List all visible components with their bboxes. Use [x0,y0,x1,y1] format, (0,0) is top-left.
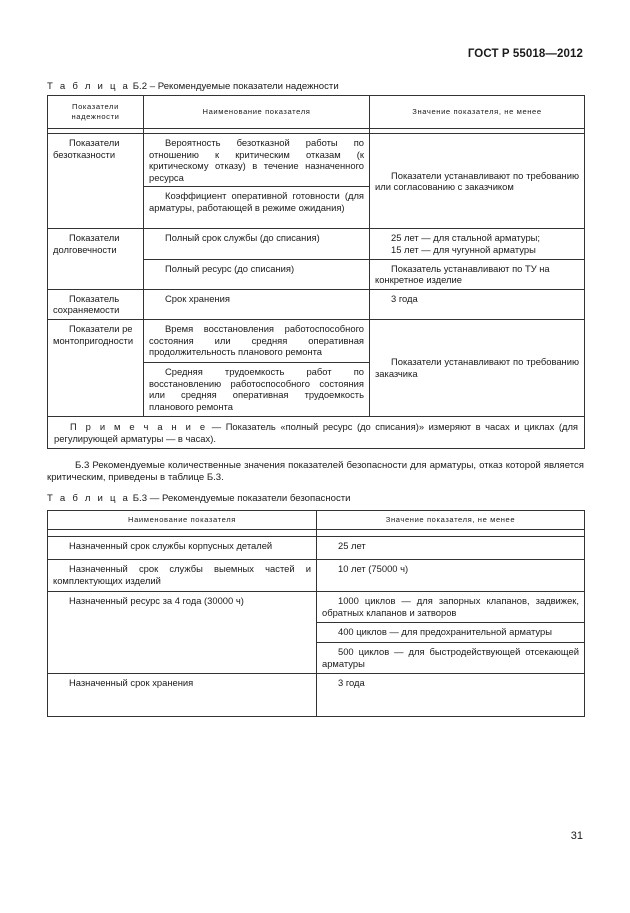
value-cell: 3 года [317,674,585,717]
note-row [48,416,585,448]
separator-row [48,530,585,537]
value-cell: 500 циклов — для быстродействующей отсекающей арматуры [317,643,585,674]
indicator-cell: Срок хранения [144,289,370,319]
indicator-cell: Назначенный срок службы корпусных деталей [48,537,317,560]
table-row [48,229,585,259]
indicator-cell: Назначенный срок хранения [48,674,317,717]
indicator-cell: Коэффициент оперативной готовности (для арматуры, работающей в режиме ожидания) [144,187,370,229]
indicator-cell: Назначенный ресурс за 4 года (30000 ч) [48,592,317,674]
page-number: 31 [570,830,583,842]
group-cell: Показатель сохраняемости [48,289,144,319]
table-b2-title: Б.2 – Рекомендуемые показатели надежности [132,81,339,92]
table-b3-caption [47,493,351,504]
table-b3-title: Б.3 — Рекомендуемые показатели безопасности [132,493,351,504]
note-cell [48,416,585,448]
table-row [48,560,585,592]
column-header: Значение показателя, не менее [370,96,585,129]
table-b2-caption [47,81,339,92]
group-cell: Показатели долговечности [48,229,144,289]
table-b3-label: Т а б л и ц а [47,493,131,504]
table-row [48,537,585,560]
document-header: ГОСТ Р 55018—2012 [467,48,583,60]
group-cell: Показатели ремонтопригодности [48,319,144,416]
table-row [48,592,585,623]
table-row [48,134,585,187]
paragraph-b3: Б.3 Рекомендуемые количественные значения показателей безопасности для арматуры, отказ которой является критическим, приведены в таблице Б.3. [47,460,584,483]
note-label: П р и м е ч а н и е [70,420,208,432]
value-cell: Показатели устанавливают по требованию заказчика [370,319,585,416]
table-b2-header-row [48,96,585,129]
value-line: 15 лет — для чугунной арматуры [391,243,536,255]
note-text: — Показатель «полный ресурс (до списания)» измеряют в часах и циклах (для регулирующей арматуры — в часах). [54,420,578,444]
column-header: Наименование показателя [48,511,317,530]
indicator-cell: Полный срок службы (до списания) [144,229,370,259]
group-cell: Показатели безотказности [48,134,144,229]
table-row [48,674,585,717]
value-cell: Показатели устанавливают по требованию или согласованию с заказчиком [370,134,585,229]
value-cell: Показатель устанавливают по ТУ на конкретное изделие [370,259,585,289]
indicator-cell: Полный ресурс (до списания) [144,259,370,289]
value-cell: 400 циклов — для предохранительной арматуры [317,623,585,643]
indicator-cell: Средняя трудоемкость работ по восстановлению работоспособного состояния или средняя оперативная трудоемкость планового ремонта [144,362,370,416]
value-cell: 1000 циклов — для запорных клапанов, задвижек, обратных клапанов и затворов [317,592,585,623]
value-cell: 10 лет (75000 ч) [317,560,585,592]
table-b3 [47,510,585,717]
table-row [48,289,585,319]
column-header: Наименование показателя [144,96,370,129]
table-b3-header-row [48,511,585,530]
table-b2-label: Т а б л и ц а [47,81,131,92]
table-b2 [47,95,585,449]
value-cell: 25 лет [317,537,585,560]
value-line: 25 лет — для стальной арматуры; [391,232,541,244]
value-cell: 3 года [370,289,585,319]
column-header: Показатели надежности [48,96,144,129]
indicator-cell: Вероятность безотказной работы по отношению к критическим отказам (к критическому отказу) в течение назначенного ресурса [144,134,370,187]
indicator-cell: Назначенный срок службы выемных частей и комплектующих изделий [48,560,317,592]
table-row [48,319,585,362]
value-cell [370,229,585,259]
column-header: Значение показателя, не менее [317,511,585,530]
indicator-cell: Время восстановления работоспособного состояния или средняя оперативная продолжительность планового ремонта [144,319,370,362]
